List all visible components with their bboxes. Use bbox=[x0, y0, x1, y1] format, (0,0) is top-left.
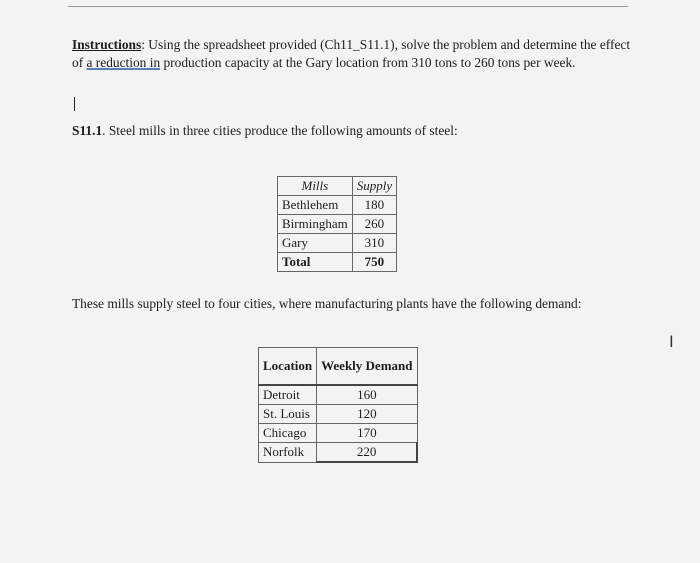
location-name: Chicago bbox=[259, 424, 317, 443]
supply-table-header bbox=[278, 177, 397, 196]
mill-supply: 310 bbox=[352, 234, 396, 253]
total-value: 750 bbox=[352, 253, 396, 272]
header-location: Location bbox=[259, 348, 317, 386]
instructions-highlight: a reduction in bbox=[86, 54, 161, 70]
mill-name: Bethlehem bbox=[278, 196, 353, 215]
supply-total-row bbox=[278, 253, 397, 272]
location-demand: 220 bbox=[317, 443, 417, 463]
table-row bbox=[259, 424, 418, 443]
location-name: Norfolk bbox=[259, 443, 317, 463]
instructions-text-after: production capacity at the Gary location from 310 tons to 260 tons per week. bbox=[160, 54, 576, 70]
table-row bbox=[278, 234, 397, 253]
mill-name: Birmingham bbox=[278, 215, 353, 234]
supply-table bbox=[277, 176, 397, 272]
ibeam-cursor-icon: I bbox=[669, 332, 674, 351]
text-caret bbox=[74, 97, 75, 111]
instructions-label: Instructions bbox=[72, 37, 142, 52]
table-row bbox=[259, 385, 418, 405]
demand-table bbox=[258, 347, 418, 463]
instructions-text-before: : Using the spreadsheet provided (Ch11_S11.1), solve the problem and determine the effect of bbox=[72, 37, 631, 70]
total-label: Total bbox=[278, 253, 353, 272]
section-id: S11.1 bbox=[72, 123, 103, 138]
location-name: St. Louis bbox=[259, 405, 317, 424]
header-weekly-demand: Weekly Demand bbox=[317, 348, 417, 386]
location-demand: 160 bbox=[317, 385, 417, 405]
section-intro bbox=[72, 123, 458, 139]
table-row bbox=[259, 405, 418, 424]
demand-intro-text: These mills supply steel to four cities, where manufacturing plants have the following demand: bbox=[72, 296, 582, 311]
table-row bbox=[278, 196, 397, 215]
header-supply: Supply bbox=[352, 177, 396, 196]
demand-table-header bbox=[259, 348, 418, 386]
mill-name: Gary bbox=[278, 234, 353, 253]
table-row bbox=[259, 443, 418, 463]
mill-supply: 260 bbox=[352, 215, 396, 234]
section-text: . Steel mills in three cities produce the following amounts of steel: bbox=[102, 123, 458, 138]
instructions-paragraph bbox=[72, 36, 632, 71]
table-row bbox=[278, 215, 397, 234]
location-demand: 170 bbox=[317, 424, 417, 443]
top-divider bbox=[68, 6, 628, 7]
mill-supply: 180 bbox=[352, 196, 396, 215]
header-mills: Mills bbox=[278, 177, 353, 196]
location-demand: 120 bbox=[317, 405, 417, 424]
location-name: Detroit bbox=[259, 385, 317, 405]
